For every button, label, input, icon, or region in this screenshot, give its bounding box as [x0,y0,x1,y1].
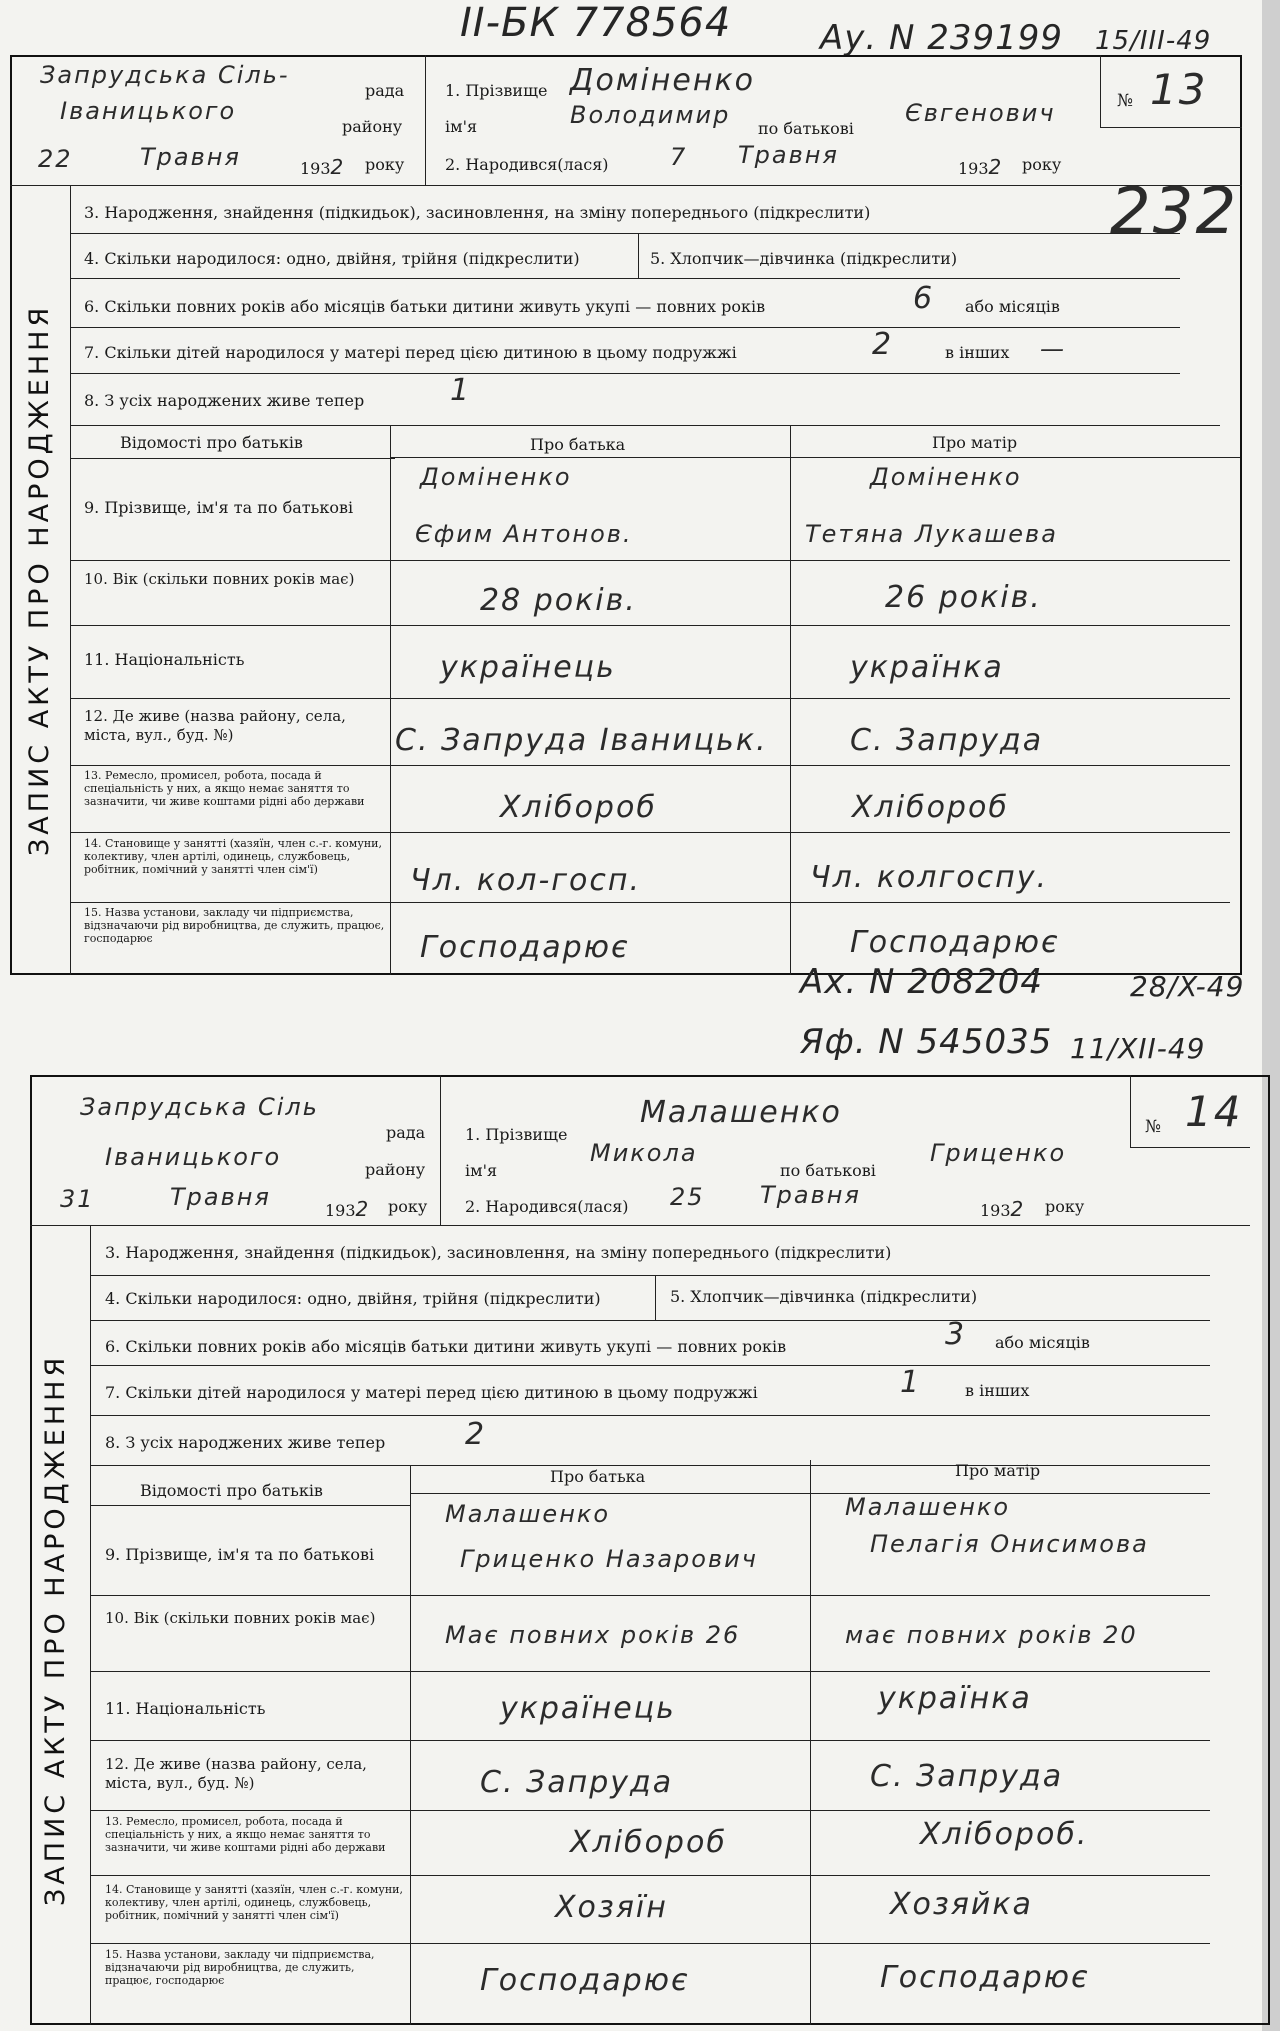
number-label: № [1117,91,1134,111]
council-village: Запрудська Сіль [80,1093,319,1121]
children-other: — [1040,335,1066,363]
mother-status: Хозяйка [890,1887,1033,1922]
birth-year-prefix: 193 [980,1201,1011,1220]
field-14-label: 14. Становище у занятті (хазяїн, член с.-г. комуни, колективу, член артілі, одинець, службовець, робітник, помічний у занятті член сім'ї) [105,1883,403,1922]
field-7-tail: в інших [945,343,1010,362]
reg-month: Травня [140,143,241,171]
reg-day: 22 [38,145,73,173]
birth-roku-label: року [1022,155,1062,174]
council-raion: Іваницького [60,97,237,125]
birth-year-digit: 2 [988,155,1003,179]
field-9-label: 9. Прізвище, ім'я та по батькові [84,498,354,517]
roku-label: року [388,1197,428,1216]
record-number: 13 [1150,65,1208,114]
mother-age: 26 років. [885,580,1042,615]
mid-annotation-2: Яф. N 545035 [800,1022,1053,1062]
field-4-label: 4. Скільки народилося: одно, двійня, трійня (підкреслити) [84,249,580,268]
birth-year-prefix: 193 [958,159,989,178]
name-value: Микола [590,1139,698,1167]
father-status: Хозяїн [555,1890,668,1925]
years-together: 6 [913,281,935,316]
surname-value: Малашенко [640,1095,842,1130]
father-residence: С. Запруда Іваницьк. [395,723,768,758]
surname-value: Доміненко [570,63,755,98]
reg-year-digit: 2 [355,1197,370,1221]
mother-workplace: Господарює [880,1960,1090,1995]
col-mother-header: Про матір [955,1461,1041,1480]
alive-now: 2 [465,1417,487,1452]
mid-annotation-1: Ах. N 208204 [800,962,1044,1002]
mother-nationality: українка [850,650,1004,685]
field-7-tail: в інших [965,1381,1030,1400]
record-number: 14 [1185,1087,1243,1136]
father-names: Єфим Антонов. [415,520,633,548]
field-14-label: 14. Становище у занятті (хазяїн, член с.-г. комуни, колективу, член артілі, одинець, службовець, робітник, помічний у занятті член сім'ї) [84,837,382,876]
mother-names: Тетяна Лукашева [805,520,1058,548]
father-nationality: українець [500,1691,676,1726]
reg-year-digit: 2 [330,155,345,179]
roku-label: року [365,155,405,174]
mother-occupation: Хлібороб. [920,1817,1089,1852]
mother-surname: Доміненко [870,463,1022,491]
mother-status: Чл. колгоспу. [810,860,1048,895]
raionu-label: району [342,117,403,136]
patronymic-label: по батькові [780,1161,876,1180]
patronymic-value: Євгенович [905,99,1056,127]
mother-nationality: українка [878,1681,1032,1716]
birth-year-digit: 2 [1010,1197,1025,1221]
number-label: № [1145,1117,1162,1137]
field-15-label: 15. Назва установи, закладу чи підприємства, відзначаючи рід виробництва, де служить, працює, господарює [105,1948,375,1987]
mother-occupation: Хлібороб [852,790,1009,825]
field-8-label: 8. З усіх народжених живе тепер [105,1433,386,1452]
mother-age: має повних років 20 [845,1621,1138,1649]
name-value: Володимир [570,101,731,129]
name-label: ім'я [445,117,478,136]
top-annotation-number: Ау. N 239199 [820,18,1064,58]
reg-month: Травня [170,1183,271,1211]
alive-now: 1 [450,373,472,408]
col-mother-header: Про матір [932,433,1018,452]
top-annotation-serial: II-БК 778564 [460,0,732,46]
name-label: ім'я [465,1161,498,1180]
born-label: 2. Народився(лася) [445,155,609,174]
col-father-header: Про батька [530,435,626,454]
father-names: Гриценко Назарович [460,1545,758,1573]
years-together: 3 [945,1317,967,1352]
born-label: 2. Народився(лася) [465,1197,629,1216]
field-10-label: 10. Вік (скільки повних років має) [105,1609,376,1627]
field-11-label: 11. Національність [105,1699,266,1718]
field-6-label: 6. Скільки повних років або місяців батьки дитини живуть укупі — повних років [105,1337,787,1356]
field-8-label: 8. З усіх народжених живе тепер [84,391,365,410]
field-7-label: 7. Скільки дітей народилося у матері перед цією дитиною в цьому подружжі [105,1383,758,1402]
field-9-label: 9. Прізвище, ім'я та по батькові [105,1545,375,1564]
father-residence: С. Запруда [480,1765,674,1800]
father-surname: Доміненко [420,463,572,491]
father-age: Має повних років 26 [445,1621,741,1649]
birth-record-1 [10,55,1250,975]
big-margin-number: 232 [1110,175,1239,249]
patronymic-label: по батькові [758,119,854,138]
field-3-label: 3. Народження, знайдення (підкидьок), засиновлення, на зміну попереднього (підкреслити) [84,203,871,222]
col-info-header: Відомості про батьків [140,1481,323,1500]
field-3-label: 3. Народження, знайдення (підкидьок), засиновлення, на зміну попереднього (підкреслити) [105,1243,892,1262]
field-5-label: 5. Хлопчик—дівчинка (підкреслити) [650,249,958,268]
mid-annotation-1-date: 28/X-49 [1130,970,1245,1003]
reg-year-prefix: 193 [325,1201,356,1220]
field-5-label: 5. Хлопчик—дівчинка (підкреслити) [670,1287,978,1306]
father-status: Чл. кол-госп. [410,863,642,898]
mother-residence: С. Запруда [870,1759,1064,1794]
raionu-label: району [365,1160,426,1179]
field-4-label: 4. Скільки народилося: одно, двійня, трійня (підкреслити) [105,1289,601,1308]
field-7-label: 7. Скільки дітей народилося у матері перед цією дитиною в цьому подружжі [84,343,737,362]
col-father-header: Про батька [550,1467,646,1486]
field-6-tail: або місяців [995,1333,1090,1352]
birth-day: 25 [670,1183,705,1211]
top-annotation-date: 15/III-49 [1095,26,1212,56]
children-before: 2 [872,327,894,362]
mid-annotation-2-date: 11/XII-49 [1070,1032,1206,1065]
father-occupation: Хлібороб [500,790,657,825]
field-13-label: 13. Ремесло, промисел, робота, посада й спеціальність у них, а якщо немає заняття то зазначити, чи живе коштами рідні або держави [105,1815,386,1854]
col-info-header: Відомості про батьків [120,433,303,452]
field-13-label: 13. Ремесло, промисел, робота, посада й спеціальність у них, а якщо немає заняття то зазначити, чи живе коштами рідні або держави [84,769,365,808]
side-title: ЗАПИС АКТУ ПРО НАРОДЖЕННЯ [40,1353,71,1907]
father-age: 28 років. [480,583,637,618]
field-11-label: 11. Національність [84,650,245,669]
field-10-label: 10. Вік (скільки повних років має) [84,570,355,588]
field-12-label: 12. Де живе (назва району, села, міста, вул., буд. №) [84,707,346,744]
council-village: Запрудська Сіль- [40,61,290,89]
rada-label: рада [386,1123,426,1142]
birth-day: 7 [670,143,688,171]
surname-label: 1. Прізвище [465,1125,568,1144]
children-before: 1 [900,1365,922,1400]
father-nationality: українець [440,650,616,685]
birth-month: Травня [738,141,839,169]
council-raion: Іваницького [105,1143,282,1171]
patronymic-value: Гриценко [930,1139,1067,1167]
birth-roku-label: року [1045,1197,1085,1216]
father-occupation: Хлібороб [570,1825,727,1860]
mother-surname: Малашенко [845,1493,1011,1521]
surname-label: 1. Прізвище [445,81,548,100]
reg-day: 31 [60,1185,95,1213]
mother-names: Пелагія Онисимова [870,1530,1149,1558]
father-workplace: Господарює [480,1963,690,1998]
field-6-tail: або місяців [965,297,1060,316]
field-12-label: 12. Де живе (назва району, села, міста, вул., буд. №) [105,1755,367,1792]
mother-residence: С. Запруда [850,723,1044,758]
birth-month: Травня [760,1181,861,1209]
field-6-label: 6. Скільки повних років або місяців батьки дитини живуть укупі — повних років [84,297,766,316]
side-title: ЗАПИС АКТУ ПРО НАРОДЖЕННЯ [24,303,55,857]
rada-label: рада [365,81,405,100]
birth-record-2 [10,1075,1250,2025]
father-workplace: Господарює [420,930,630,965]
reg-year-prefix: 193 [300,159,331,178]
mother-workplace: Господарює [850,925,1060,960]
field-15-label: 15. Назва установи, закладу чи підприємства, відзначаючи рід виробництва, де служить, працює, господарює [84,906,385,945]
father-surname: Малашенко [445,1500,611,1528]
